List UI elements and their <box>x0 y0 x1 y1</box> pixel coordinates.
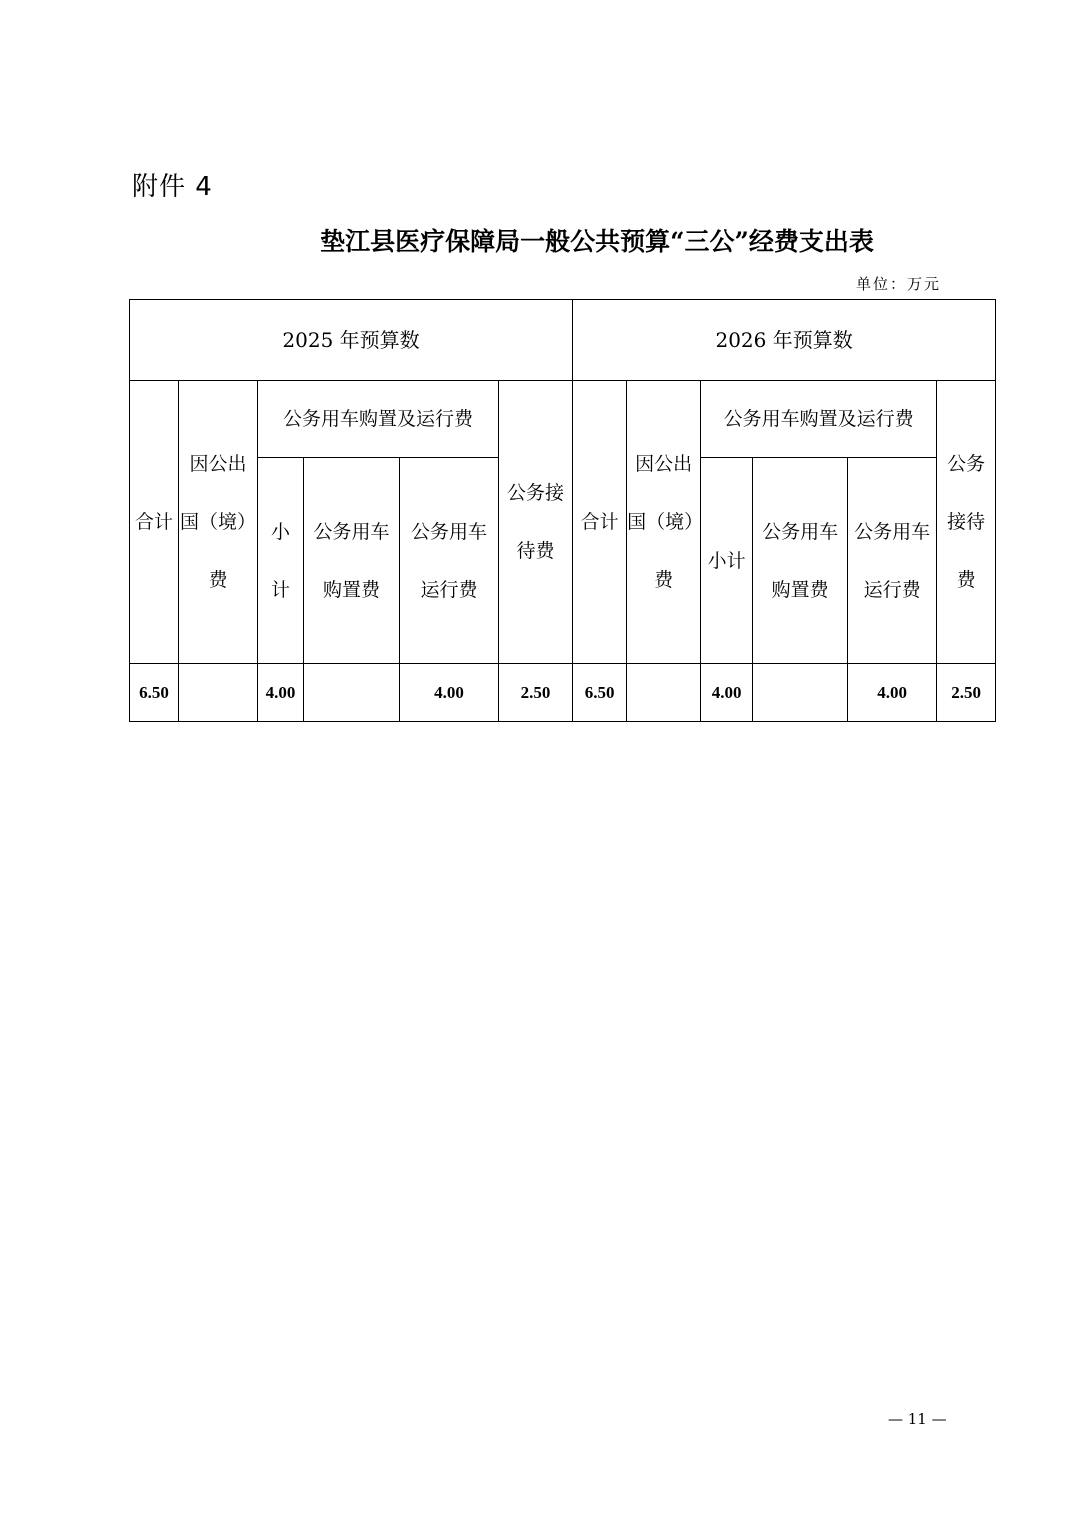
reception-header-line2: 接待 <box>947 511 986 533</box>
year-2025-header: 2025 年预算数 <box>130 300 573 381</box>
page-title: 垫江县医疗保障局一般公共预算“三公”经费支出表 <box>320 227 874 256</box>
purchase-header-2026 <box>753 458 848 664</box>
reception-header-line2: 待费 <box>516 540 555 562</box>
running-header-line2: 运行费 <box>863 578 921 601</box>
page-number: — 11 — <box>888 1410 947 1428</box>
abroad-header-line2: 国（境） <box>179 511 256 533</box>
running-header-line1: 公务用车 <box>854 520 931 543</box>
reception-header-line1: 公务接 <box>507 482 565 504</box>
total-2026: 6.50 <box>573 664 627 722</box>
purchase-header-line1: 公务用车 <box>313 520 390 543</box>
subtotal-header-line2: 计 <box>270 578 290 601</box>
abroad-header-line1: 因公出 <box>189 453 247 475</box>
total-2025: 6.50 <box>130 664 179 722</box>
running-header-line1: 公务用车 <box>410 520 487 543</box>
subtotal-2025: 4.00 <box>258 664 304 722</box>
subtotal-header-2026: 小计 <box>701 458 753 664</box>
abroad-header-line2: 国（境） <box>627 511 704 533</box>
purchase-header-line2: 购置费 <box>322 578 380 601</box>
purchase-2026 <box>753 664 848 722</box>
reception-2026: 2.50 <box>937 664 996 722</box>
abroad-header-line3: 费 <box>208 569 228 591</box>
running-header-2026 <box>848 458 937 664</box>
group-header-row <box>130 381 996 458</box>
budget-table <box>129 299 996 722</box>
running-2026: 4.00 <box>848 664 937 722</box>
vehicle-group-header-2026: 公务用车购置及运行费 <box>701 381 937 458</box>
reception-2025: 2.50 <box>499 664 573 722</box>
attachment-label: 附件 4 <box>132 172 213 202</box>
year-header-row <box>130 300 996 381</box>
running-header-line2: 运行费 <box>420 578 478 601</box>
running-header-2025 <box>400 458 499 664</box>
abroad-header-2025 <box>179 381 258 664</box>
year-2026-header: 2026 年预算数 <box>573 300 996 381</box>
reception-header-line1: 公务 <box>947 453 986 475</box>
values-row <box>130 664 996 722</box>
abroad-2026 <box>627 664 701 722</box>
abroad-2025 <box>179 664 258 722</box>
reception-header-2026 <box>937 381 996 664</box>
reception-header-line3: 费 <box>956 569 976 591</box>
abroad-header-line1: 因公出 <box>635 453 693 475</box>
subtotal-header-2025 <box>258 458 304 664</box>
running-2025: 4.00 <box>400 664 499 722</box>
purchase-header-line1: 公务用车 <box>762 520 839 543</box>
reception-header-2025 <box>499 381 573 664</box>
purchase-header-2025 <box>304 458 400 664</box>
abroad-header-2026 <box>627 381 704 664</box>
vehicle-group-header-2025: 公务用车购置及运行费 <box>258 381 499 458</box>
purchase-header-line2: 购置费 <box>771 578 829 601</box>
total-header-2026: 合计 <box>573 381 627 664</box>
unit-label: 单位：万元 <box>856 275 942 293</box>
total-header-2025: 合计 <box>130 381 179 664</box>
purchase-2025 <box>304 664 400 722</box>
abroad-header-line3: 费 <box>654 569 674 591</box>
subtotal-2026: 4.00 <box>701 664 753 722</box>
subtotal-header-line1: 小 <box>270 520 290 543</box>
